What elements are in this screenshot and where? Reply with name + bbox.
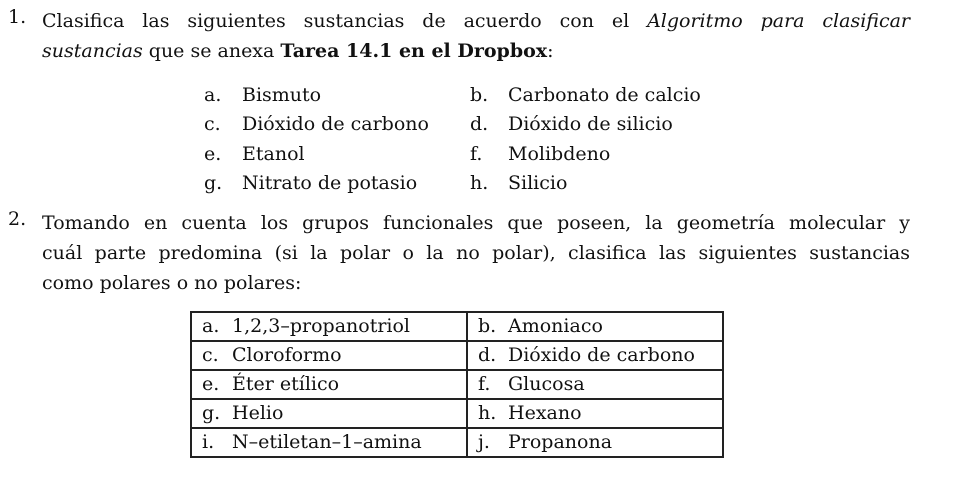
table-cell-text: 1,2,3–propanotriol <box>232 315 411 337</box>
list-item <box>470 139 610 169</box>
question-2-number: 2. <box>8 208 27 230</box>
question-2-line-1: Tomando en cuenta los grupos funcionales que poseen, la geometría molecular y <box>42 212 910 234</box>
list-item-text: Dióxido de silicio <box>508 113 673 135</box>
list-item-text: Dióxido de carbono <box>242 113 429 135</box>
list-item <box>470 168 567 198</box>
list-item <box>204 109 429 139</box>
table-row <box>191 399 723 428</box>
list-item <box>204 139 305 169</box>
list-item-text: Etanol <box>242 143 305 165</box>
list-item-letter: d. <box>470 113 489 135</box>
table-cell <box>191 312 467 341</box>
table-cell-letter: g. <box>202 402 221 424</box>
list-item-letter: h. <box>470 172 489 194</box>
table-cell <box>467 428 723 457</box>
question-1-line-1 <box>42 6 910 36</box>
table-cell <box>191 399 467 428</box>
question-1-text <box>42 6 910 66</box>
question-1-line-2-end: : <box>547 40 554 62</box>
table-cell-text: Amoniaco <box>508 315 603 337</box>
table-cell <box>467 312 723 341</box>
list-item-text: Nitrato de potasio <box>242 172 418 194</box>
table-cell <box>191 428 467 457</box>
table-row <box>191 341 723 370</box>
table-cell <box>467 399 723 428</box>
list-item-text: Carbonato de calcio <box>508 84 701 106</box>
table-cell-text: N–etiletan–1–amina <box>232 431 422 453</box>
table-row <box>191 428 723 457</box>
table-cell-letter: a. <box>202 315 220 337</box>
table-cell-text: Éter etílico <box>232 373 340 395</box>
table-cell <box>191 341 467 370</box>
list-item <box>470 109 673 139</box>
table-cell <box>191 370 467 399</box>
list-item <box>204 80 321 110</box>
table-cell-text: Dióxido de carbono <box>508 344 695 366</box>
list-item-text: Molibdeno <box>508 143 611 165</box>
list-item <box>204 168 417 198</box>
question-1-line-2 <box>42 36 910 66</box>
table-cell-letter: h. <box>478 402 497 424</box>
table-cell-text: Helio <box>232 402 284 424</box>
question-1-line-2-bold: Tarea 14.1 en el Dropbox <box>280 40 548 62</box>
question-1-line-2-text: que se anexa <box>148 40 275 62</box>
question-2-line-2: cuál parte predomina (si la polar o la no polar), clasifica las siguientes sustancias <box>42 242 910 264</box>
table-cell-letter: j. <box>478 431 490 453</box>
table-cell-letter: e. <box>202 373 220 395</box>
table-cell-letter: b. <box>478 315 497 337</box>
table-row <box>191 370 723 399</box>
table-cell <box>467 341 723 370</box>
table-cell-text: Propanona <box>508 431 613 453</box>
list-item-letter: b. <box>470 84 489 106</box>
table-cell-letter: i. <box>202 431 215 453</box>
question-1-line-1-italic: Algoritmo para clasificar <box>647 10 910 32</box>
list-item-text: Silicio <box>508 172 568 194</box>
table-cell-letter: c. <box>202 344 219 366</box>
list-item <box>470 80 701 110</box>
table-cell <box>467 370 723 399</box>
list-item-letter: e. <box>204 143 222 165</box>
substances-table <box>190 311 724 458</box>
question-1-line-1-text: Clasifica las siguientes sustancias de acuerdo con el <box>42 10 630 32</box>
question-1-line-2-italic: sustancias <box>42 40 143 62</box>
table-row <box>191 312 723 341</box>
list-item-letter: g. <box>204 172 223 194</box>
table-cell-text: Hexano <box>508 402 582 424</box>
table-cell-text: Glucosa <box>508 373 585 395</box>
table-cell-letter: f. <box>478 373 491 395</box>
question-2-line-3: como polares o no polares: <box>42 272 302 294</box>
table-cell-letter: d. <box>478 344 497 366</box>
list-item-letter: c. <box>204 113 221 135</box>
list-item-text: Bismuto <box>242 84 322 106</box>
question-2-text <box>42 208 910 298</box>
table-cell-text: Cloroformo <box>232 344 342 366</box>
question-1-number: 1. <box>8 6 27 28</box>
list-item-letter: a. <box>204 84 222 106</box>
list-item-letter: f. <box>470 143 483 165</box>
